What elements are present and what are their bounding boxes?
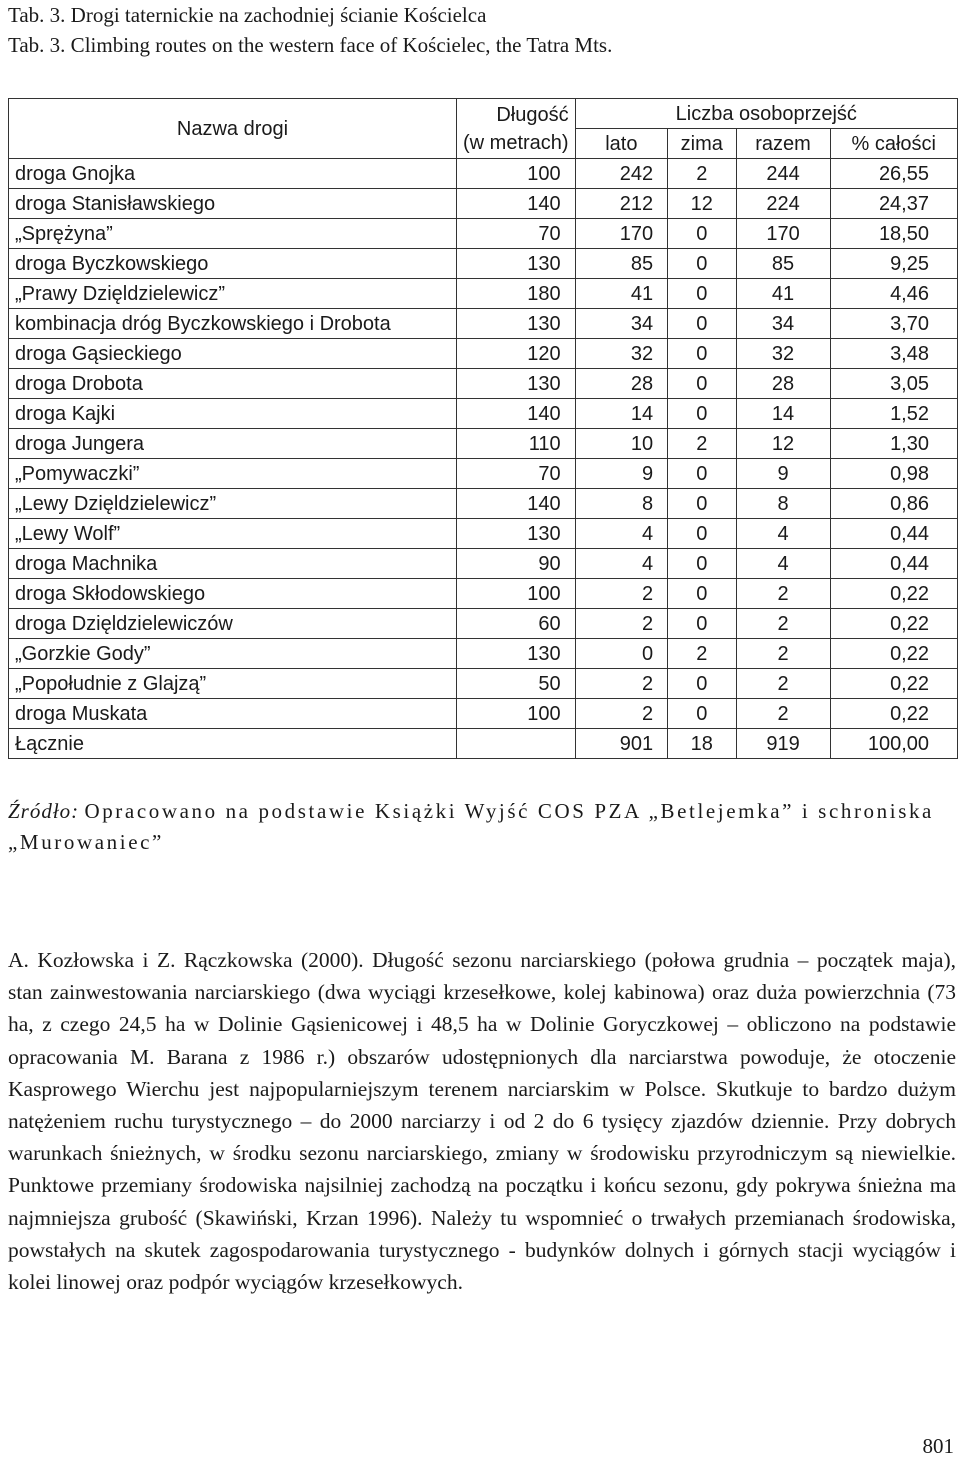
cell-length: 120 <box>457 339 576 369</box>
cell-pct: 9,25 <box>830 249 957 279</box>
cell-lato: 34 <box>575 309 668 339</box>
cell-zima: 0 <box>668 459 736 489</box>
cell-razem: 2 <box>736 639 830 669</box>
cell-razem: 9 <box>736 459 830 489</box>
table-row <box>9 219 958 249</box>
table-row <box>9 249 958 279</box>
table-caption-polish: Tab. 3. Drogi taternickie na zachodniej ścianie Kościelca <box>8 3 487 27</box>
cell-zima: 0 <box>668 489 736 519</box>
cell-name: „Prawy Dzięldzielewicz” <box>9 279 457 309</box>
cell-pct: 3,48 <box>830 339 957 369</box>
table-header-row <box>9 99 958 129</box>
cell-razem: 34 <box>736 309 830 339</box>
cell-lato: 212 <box>575 189 668 219</box>
table-row <box>9 279 958 309</box>
cell-pct: 0,86 <box>830 489 957 519</box>
cell-name: „Pomywaczki” <box>9 459 457 489</box>
header-route-name: Nazwa drogi <box>9 99 457 159</box>
cell-zima: 18 <box>668 729 736 759</box>
table-row <box>9 159 958 189</box>
cell-lato: 4 <box>575 549 668 579</box>
cell-zima: 2 <box>668 159 736 189</box>
climbing-routes-table <box>8 98 958 759</box>
table-row <box>9 669 958 699</box>
cell-pct: 3,70 <box>830 309 957 339</box>
header-lato: lato <box>575 129 668 159</box>
cell-lato: 4 <box>575 519 668 549</box>
cell-length: 130 <box>457 369 576 399</box>
cell-lato: 85 <box>575 249 668 279</box>
cell-zima: 0 <box>668 369 736 399</box>
cell-length: 180 <box>457 279 576 309</box>
cell-length: 140 <box>457 399 576 429</box>
cell-razem: 28 <box>736 369 830 399</box>
cell-pct: 1,30 <box>830 429 957 459</box>
cell-razem: 2 <box>736 699 830 729</box>
cell-lato: 2 <box>575 699 668 729</box>
cell-lato: 10 <box>575 429 668 459</box>
cell-lato: 14 <box>575 399 668 429</box>
cell-zima: 0 <box>668 219 736 249</box>
cell-name: droga Dzięldzielewiczów <box>9 609 457 639</box>
table-caption-english: Tab. 3. Climbing routes on the western face of Kościelec, the Tatra Mts. <box>8 33 613 57</box>
cell-lato: 901 <box>575 729 668 759</box>
cell-zima: 0 <box>668 279 736 309</box>
cell-length: 130 <box>457 249 576 279</box>
cell-zima: 2 <box>668 429 736 459</box>
cell-zima: 12 <box>668 189 736 219</box>
cell-name: droga Skłodowskiego <box>9 579 457 609</box>
cell-zima: 0 <box>668 339 736 369</box>
cell-name: kombinacja dróg Byczkowskiego i Drobota <box>9 309 457 339</box>
cell-razem: 244 <box>736 159 830 189</box>
body-paragraph: A. Kozłowska i Z. Rączkowska (2000). Długość sezonu narciarskiego (połowa grudnia – początek maja), stan zainwestowania narciarskiego (dwa wyciągi krzesełkowe, kolej kabinowa) oraz duża powierzchnia (73 ha, z czego 24,5 ha w Dolinie Gąsienicowej i 48,5 ha w Dolinie Goryczkowej – obliczono na podstawie opracowania M. Barana z 1986 r.) obszarów udostępnionych dla narciarstwa powoduje, że otoczenie Kasprowego Wierchu jest najpopularniejszym terenem narciarskim w Polsce. Skutkuje to bardzo dużym natężeniem ruchu turystycznego – do 2000 narciarzy i od 2 do 6 tysięcy zjazdów dziennie. Przy dobrych warunkach śnieżnych, w środku sezonu narciarskiego, zmiany w środowisku przyrodniczym są niewielkie. Punktowe przemiany środowiska najsilniej zachodzą na początku i końcu sezonu, gdy pokrywa śnieżna ma najmniejsza grubość (Skawiński, Krzan 1996). Należy tu wspomnieć o trwałych przemianach środowiska, powstałych na skutek zagospodarowania turystycznego - budynków dolnych i górnych stacji wyciągów i kolei linowej oraz podpór wyciągów krzesełkowych. <box>8 948 956 1295</box>
cell-pct: 100,00 <box>830 729 957 759</box>
source-label: Źródło: <box>8 799 80 823</box>
cell-pct: 24,37 <box>830 189 957 219</box>
cell-length: 100 <box>457 699 576 729</box>
table-row <box>9 399 958 429</box>
cell-lato: 2 <box>575 669 668 699</box>
cell-lato: 170 <box>575 219 668 249</box>
cell-lato: 41 <box>575 279 668 309</box>
cell-name: droga Gnojka <box>9 159 457 189</box>
cell-lato: 242 <box>575 159 668 189</box>
cell-pct: 0,22 <box>830 639 957 669</box>
cell-length: 110 <box>457 429 576 459</box>
cell-length: 140 <box>457 489 576 519</box>
cell-lato: 2 <box>575 609 668 639</box>
table-source-note <box>8 796 958 858</box>
header-count-group: Liczba osoboprzejść <box>575 99 957 129</box>
table-row <box>9 579 958 609</box>
cell-name: „Lewy Dzięldzielewicz” <box>9 489 457 519</box>
cell-lato: 28 <box>575 369 668 399</box>
table-body <box>9 159 958 759</box>
cell-zima: 0 <box>668 699 736 729</box>
table-row <box>9 189 958 219</box>
cell-zima: 0 <box>668 519 736 549</box>
cell-pct: 3,05 <box>830 369 957 399</box>
cell-name: droga Stanisławskiego <box>9 189 457 219</box>
cell-razem: 170 <box>736 219 830 249</box>
cell-pct: 26,55 <box>830 159 957 189</box>
cell-pct: 18,50 <box>830 219 957 249</box>
cell-razem: 12 <box>736 429 830 459</box>
cell-zima: 0 <box>668 609 736 639</box>
cell-zima: 0 <box>668 549 736 579</box>
cell-pct: 0,22 <box>830 669 957 699</box>
cell-razem: 32 <box>736 339 830 369</box>
cell-razem: 14 <box>736 399 830 429</box>
cell-name: droga Muskata <box>9 699 457 729</box>
table-row <box>9 309 958 339</box>
cell-name: droga Machnika <box>9 549 457 579</box>
cell-length: 90 <box>457 549 576 579</box>
cell-length: 130 <box>457 519 576 549</box>
cell-length: 60 <box>457 609 576 639</box>
cell-length: 50 <box>457 669 576 699</box>
table-row <box>9 519 958 549</box>
cell-razem: 8 <box>736 489 830 519</box>
table-row <box>9 609 958 639</box>
cell-length: 140 <box>457 189 576 219</box>
source-text: Opracowano na podstawie Książki Wyjść COS PZA „Betlejemka” i schroniska „Murowaniec” <box>8 799 934 854</box>
cell-pct: 0,22 <box>830 699 957 729</box>
cell-name: Łącznie <box>9 729 457 759</box>
cell-lato: 32 <box>575 339 668 369</box>
cell-lato: 8 <box>575 489 668 519</box>
cell-lato: 0 <box>575 639 668 669</box>
table-row <box>9 489 958 519</box>
cell-pct: 4,46 <box>830 279 957 309</box>
cell-length: 130 <box>457 639 576 669</box>
cell-pct: 0,22 <box>830 579 957 609</box>
cell-pct: 1,52 <box>830 399 957 429</box>
cell-length: 70 <box>457 459 576 489</box>
cell-pct: 0,22 <box>830 609 957 639</box>
header-length <box>457 99 576 159</box>
cell-name: „Popołudnie z Glajzą” <box>9 669 457 699</box>
page-number: 801 <box>922 1434 954 1458</box>
cell-name: droga Gąsieckiego <box>9 339 457 369</box>
header-length-line1: Długość <box>496 103 569 126</box>
table-row <box>9 369 958 399</box>
cell-length <box>457 729 576 759</box>
cell-zima: 2 <box>668 639 736 669</box>
table-row <box>9 429 958 459</box>
cell-name: „Gorzkie Gody” <box>9 639 457 669</box>
header-zima: zima <box>668 129 736 159</box>
cell-length: 130 <box>457 309 576 339</box>
cell-razem: 919 <box>736 729 830 759</box>
header-length-line2: (w metrach) <box>463 131 569 154</box>
cell-length: 100 <box>457 579 576 609</box>
cell-pct: 0,98 <box>830 459 957 489</box>
header-razem: razem <box>736 129 830 159</box>
cell-razem: 4 <box>736 549 830 579</box>
table-row <box>9 459 958 489</box>
cell-razem: 2 <box>736 609 830 639</box>
cell-name: „Sprężyna” <box>9 219 457 249</box>
cell-zima: 0 <box>668 579 736 609</box>
table-row <box>9 729 958 759</box>
cell-zima: 0 <box>668 309 736 339</box>
cell-razem: 2 <box>736 669 830 699</box>
cell-razem: 85 <box>736 249 830 279</box>
cell-razem: 4 <box>736 519 830 549</box>
cell-lato: 9 <box>575 459 668 489</box>
cell-name: „Lewy Wolf” <box>9 519 457 549</box>
table-row <box>9 339 958 369</box>
table-row <box>9 549 958 579</box>
table-row <box>9 639 958 669</box>
cell-name: droga Kajki <box>9 399 457 429</box>
cell-pct: 0,44 <box>830 519 957 549</box>
cell-zima: 0 <box>668 399 736 429</box>
header-percent: % całości <box>830 129 957 159</box>
cell-zima: 0 <box>668 669 736 699</box>
cell-lato: 2 <box>575 579 668 609</box>
cell-zima: 0 <box>668 249 736 279</box>
cell-length: 70 <box>457 219 576 249</box>
cell-pct: 0,44 <box>830 549 957 579</box>
cell-razem: 2 <box>736 579 830 609</box>
cell-name: droga Byczkowskiego <box>9 249 457 279</box>
cell-razem: 224 <box>736 189 830 219</box>
cell-name: droga Drobota <box>9 369 457 399</box>
cell-razem: 41 <box>736 279 830 309</box>
cell-name: droga Jungera <box>9 429 457 459</box>
cell-length: 100 <box>457 159 576 189</box>
table-row <box>9 699 958 729</box>
